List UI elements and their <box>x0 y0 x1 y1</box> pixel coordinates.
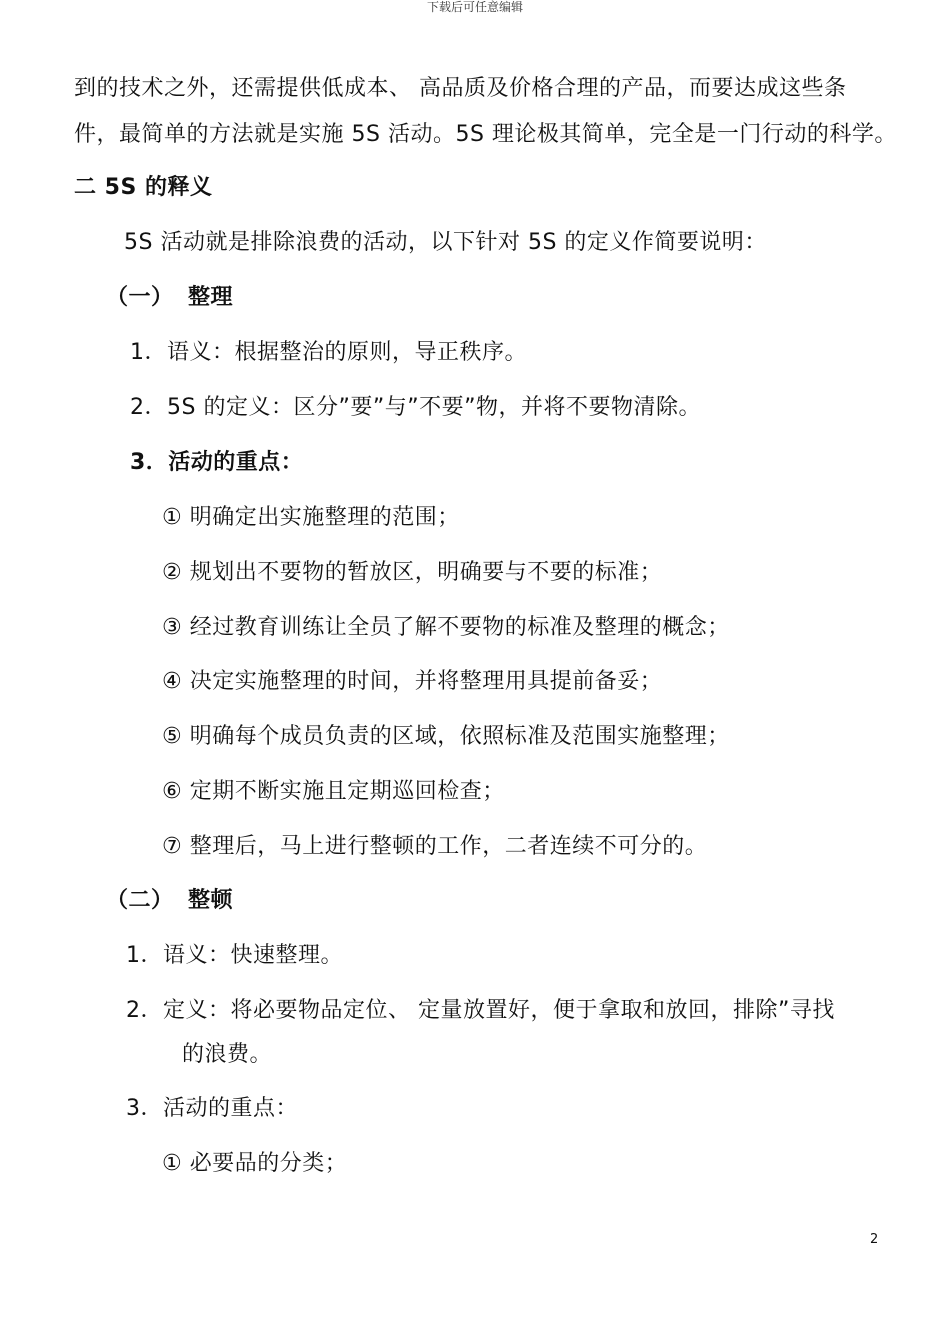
subsection-marker-1: （一） <box>106 285 174 310</box>
seiri-point-6: ⑥ 定期不断实施且定期巡回检查； <box>162 779 505 804</box>
seiton-point-1: ① 必要品的分类； <box>162 1151 348 1176</box>
seiri-point-7: ⑦ 整理后，马上进行整顿的工作，二者连续不可分的。 <box>162 834 708 859</box>
seiri-item-3: 3．活动的重点： <box>130 450 304 475</box>
seiton-item-1: 1．语义：快速整理。 <box>126 943 343 968</box>
download-note: 下载后可任意编辑 <box>426 0 523 14</box>
seiton-item-3: 3．活动的重点： <box>126 1096 298 1121</box>
intro-line-1: 到的技术之外，还需提供低成本、 高品质及价格合理的产品，而要达成这些条 <box>74 76 847 101</box>
subsection-title-seiri: 整理 <box>188 285 234 310</box>
seiri-item-1: 1．语义：根据整治的原则，导正秩序。 <box>130 340 527 365</box>
intro-line-2: 件，最简单的方法就是实施 5S 活动。5S 理论极其简单，完全是一门行动的科学。 <box>74 122 897 147</box>
seiri-point-1: ① 明确定出实施整理的范围； <box>162 505 460 530</box>
section-heading-5s-meaning: 二 5S 的释义 <box>74 175 213 200</box>
seiri-point-4: ④ 决定实施整理的时间，并将整理用具提前备妥； <box>162 669 663 694</box>
seiri-point-5: ⑤ 明确每个成员负责的区域，依照标准及范围实施整理； <box>162 724 730 749</box>
seiri-point-3: ③ 经过教育训练让全员了解不要物的标准及整理的概念； <box>162 615 730 640</box>
seiton-item-2-line-1: 2．定义：将必要物品定位、 定量放置好，便于拿取和放回，排除”寻找 <box>126 998 835 1023</box>
section-intro: 5S 活动就是排除浪费的活动，以下针对 5S 的定义作简要说明： <box>124 230 767 255</box>
seiri-point-2: ② 规划出不要物的暂放区，明确要与不要的标准； <box>162 560 663 585</box>
seiton-item-2-line-2: 的浪费。 <box>182 1042 273 1067</box>
subsection-title-seiton: 整顿 <box>188 888 234 913</box>
seiri-item-2: 2．5S 的定义：区分”要”与”不要”物，并将不要物清除。 <box>130 395 702 420</box>
page-number: 2 <box>870 1232 879 1247</box>
subsection-marker-2: （二） <box>106 888 174 913</box>
